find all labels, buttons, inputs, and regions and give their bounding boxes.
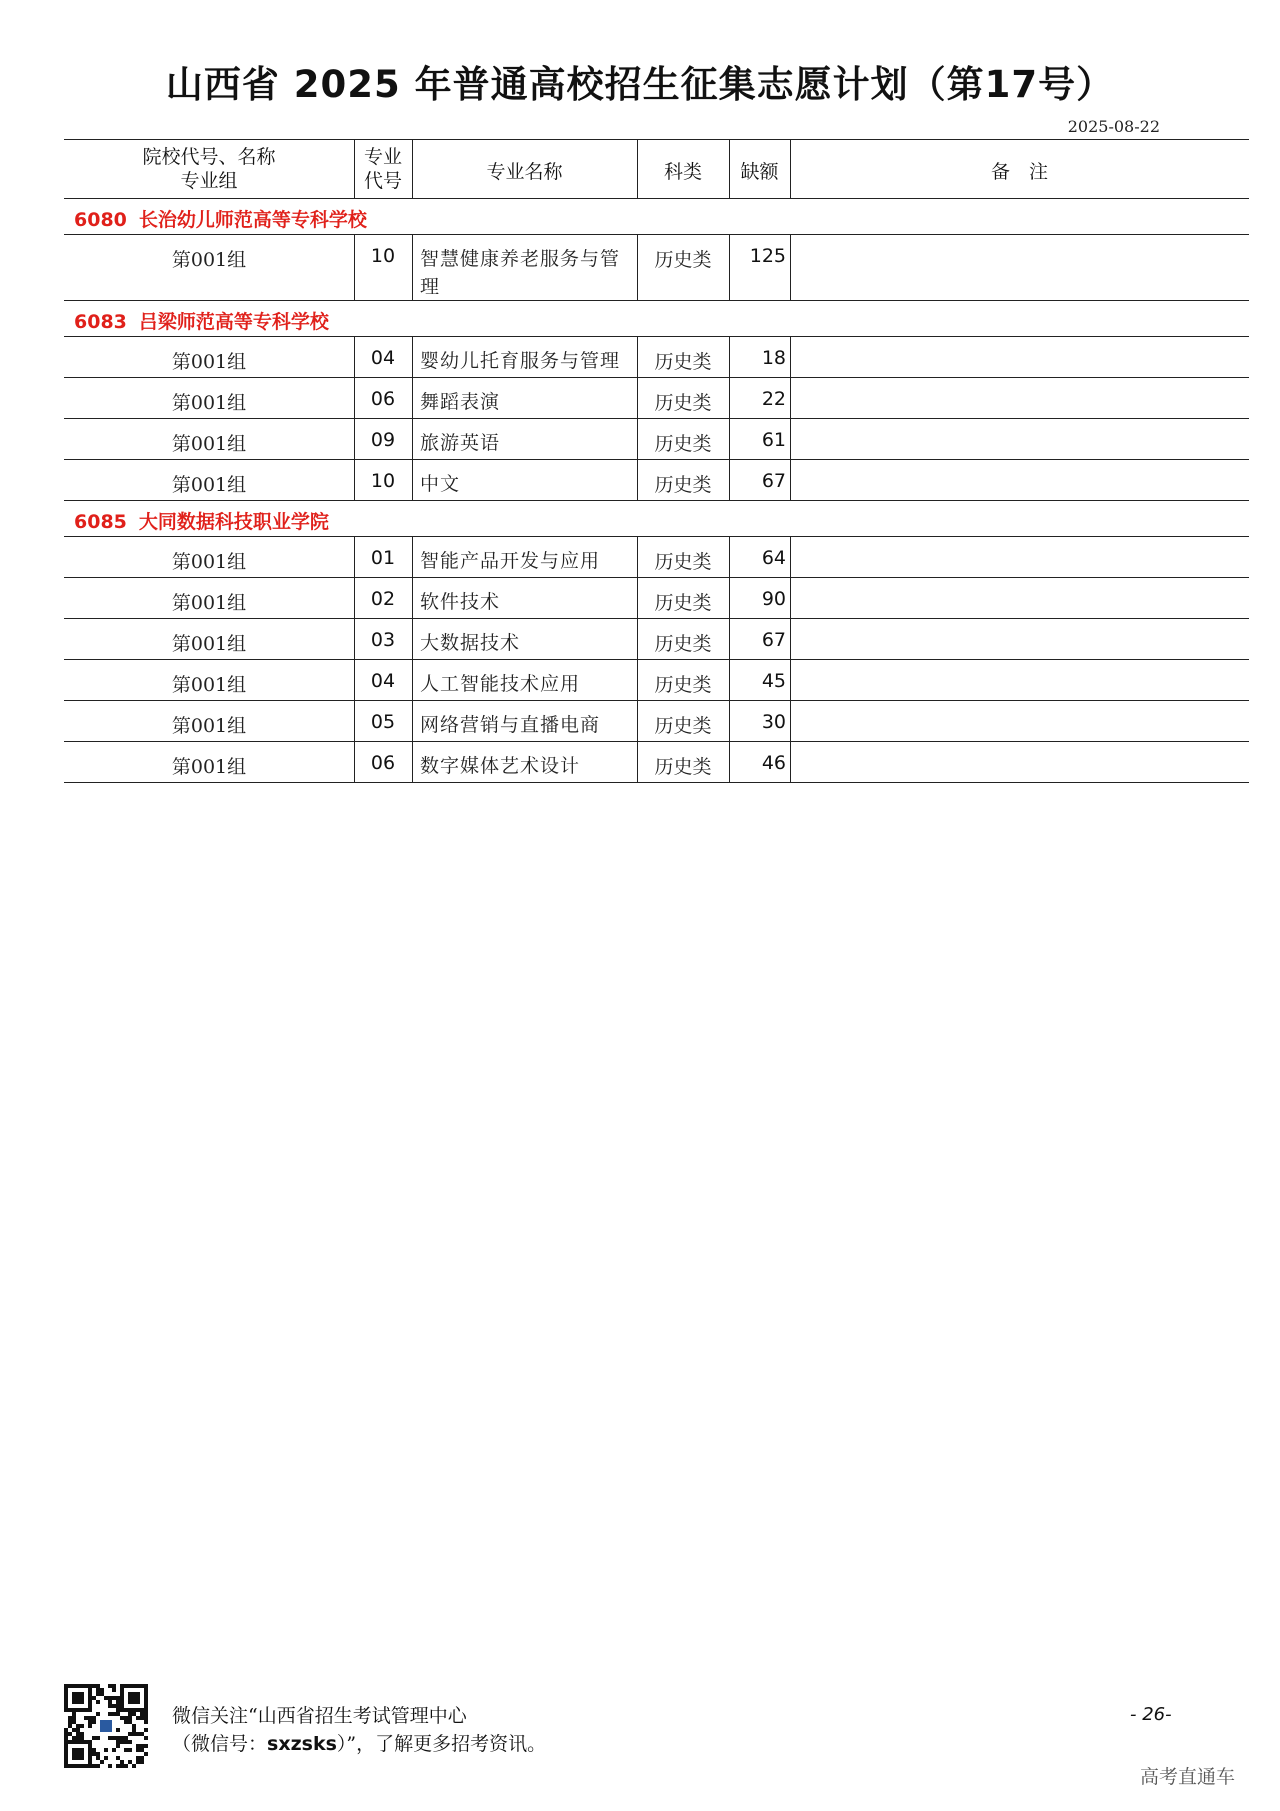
school-row [64, 301, 1249, 337]
note-cell [790, 419, 1249, 459]
type-cell: 历史类 [654, 474, 712, 496]
quota-cell: 125 [749, 245, 786, 267]
header-quota: 缺额 [740, 161, 779, 183]
table-row [64, 378, 1249, 419]
school-code: 6083 [74, 311, 127, 333]
type-cell: 历史类 [654, 249, 712, 271]
group-cell: 第001组 [171, 249, 247, 271]
page-title: 山西省 2025 年普通高校招生征集志愿计划（第17号） [165, 63, 1115, 106]
group-cell: 第001组 [171, 674, 247, 696]
major-name-cell: 软件技术 [420, 591, 501, 613]
school-row [64, 501, 1249, 537]
major-code-cell: 05 [370, 711, 396, 733]
plan-table [64, 139, 1249, 783]
major-name-cell: 中文 [420, 473, 461, 495]
group-cell: 第001组 [171, 592, 247, 614]
qr-code-icon [64, 1684, 148, 1768]
quota-cell: 46 [761, 752, 786, 774]
major-name-cell: 数字媒体艺术设计 [420, 755, 581, 777]
note-cell [790, 619, 1249, 659]
quota-cell: 67 [761, 629, 786, 651]
school-name [74, 205, 367, 232]
school-title: 大同数据科技职业学院 [138, 511, 329, 533]
header-type: 科类 [663, 161, 702, 183]
table-row [64, 701, 1249, 742]
table-body [64, 199, 1249, 783]
note-cell [790, 701, 1249, 741]
footer-line2 [172, 1730, 546, 1758]
school-title: 长治幼儿师范高等专科学校 [138, 209, 367, 231]
quota-cell: 18 [761, 347, 786, 369]
school-row [64, 199, 1249, 235]
footer-wechat-notice [172, 1702, 546, 1758]
table-row [64, 660, 1249, 701]
table-header [64, 140, 1249, 199]
major-code-cell: 03 [370, 629, 396, 651]
type-cell: 历史类 [654, 392, 712, 414]
footer-line2-prefix: （微信号： [172, 1733, 268, 1755]
table-row [64, 460, 1249, 501]
school-name [74, 307, 329, 334]
footer-wechat-id: sxzsks [267, 1733, 337, 1755]
page-number: - 26- [1130, 1704, 1172, 1725]
major-name-cell: 舞蹈表演 [420, 391, 501, 413]
header-group-line2: 专业组 [180, 170, 238, 192]
school-name [74, 507, 329, 534]
note-cell [790, 578, 1249, 618]
quota-cell: 90 [761, 588, 786, 610]
group-cell: 第001组 [171, 433, 247, 455]
type-cell: 历史类 [654, 592, 712, 614]
group-cell: 第001组 [171, 756, 247, 778]
table-row [64, 742, 1249, 783]
quota-cell: 22 [761, 388, 786, 410]
header-code-line2: 代号 [363, 170, 402, 192]
major-name-cell: 人工智能技术应用 [420, 673, 581, 695]
school-code: 6085 [74, 511, 127, 533]
major-name-cell: 旅游英语 [420, 432, 501, 454]
group-cell: 第001组 [171, 474, 247, 496]
note-cell [790, 337, 1249, 377]
quota-cell: 30 [761, 711, 786, 733]
major-code-cell: 04 [370, 347, 396, 369]
group-cell: 第001组 [171, 351, 247, 373]
major-name-cell: 婴幼儿托育服务与管理 [420, 350, 621, 372]
major-code-cell: 10 [370, 470, 396, 492]
table-row [64, 337, 1249, 378]
major-name-cell: 大数据技术 [420, 632, 521, 654]
footer-line2-suffix: ）”，了解更多招考资讯。 [336, 1733, 547, 1755]
quota-cell: 45 [761, 670, 786, 692]
group-cell: 第001组 [171, 392, 247, 414]
quota-cell: 67 [761, 470, 786, 492]
major-code-cell: 06 [370, 388, 396, 410]
header-code-line1: 专业 [363, 146, 402, 168]
major-code-cell: 06 [370, 752, 396, 774]
table-row [64, 419, 1249, 460]
type-cell: 历史类 [654, 715, 712, 737]
header-group-line1: 院校代号、名称 [142, 146, 276, 168]
table-row [64, 619, 1249, 660]
type-cell: 历史类 [654, 674, 712, 696]
footer-line1: 微信关注“山西省招生考试管理中心 [172, 1705, 467, 1727]
watermark: 高考直通车 [1140, 1766, 1236, 1788]
school-title: 吕梁师范高等专科学校 [138, 311, 329, 333]
major-name-cell: 智能产品开发与应用 [420, 550, 601, 572]
note-cell [790, 742, 1249, 782]
type-cell: 历史类 [654, 756, 712, 778]
major-code-cell: 09 [370, 429, 396, 451]
note-cell [790, 235, 1249, 300]
note-cell [790, 460, 1249, 500]
type-cell: 历史类 [654, 351, 712, 373]
header-group [64, 145, 354, 198]
major-code-cell: 10 [370, 245, 396, 267]
header-major-name: 专业名称 [486, 161, 563, 183]
major-name-cell: 智慧健康养老服务与管理 [420, 248, 621, 298]
table-row [64, 578, 1249, 619]
group-cell: 第001组 [171, 551, 247, 573]
publish-date: 2025-08-22 [1067, 117, 1160, 136]
quota-cell: 61 [761, 429, 786, 451]
note-cell [790, 537, 1249, 577]
note-cell [790, 378, 1249, 418]
major-code-cell: 01 [370, 547, 396, 569]
group-cell: 第001组 [171, 633, 247, 655]
major-name-cell: 网络营销与直播电商 [420, 714, 601, 736]
type-cell: 历史类 [654, 433, 712, 455]
quota-cell: 64 [761, 547, 786, 569]
table-row [64, 235, 1249, 301]
header-major-code [354, 145, 412, 198]
major-code-cell: 04 [370, 670, 396, 692]
type-cell: 历史类 [654, 633, 712, 655]
header-note: 备 注 [990, 161, 1048, 183]
school-code: 6080 [74, 209, 127, 231]
note-cell [790, 660, 1249, 700]
major-code-cell: 02 [370, 588, 396, 610]
group-cell: 第001组 [171, 715, 247, 737]
type-cell: 历史类 [654, 551, 712, 573]
table-row [64, 537, 1249, 578]
